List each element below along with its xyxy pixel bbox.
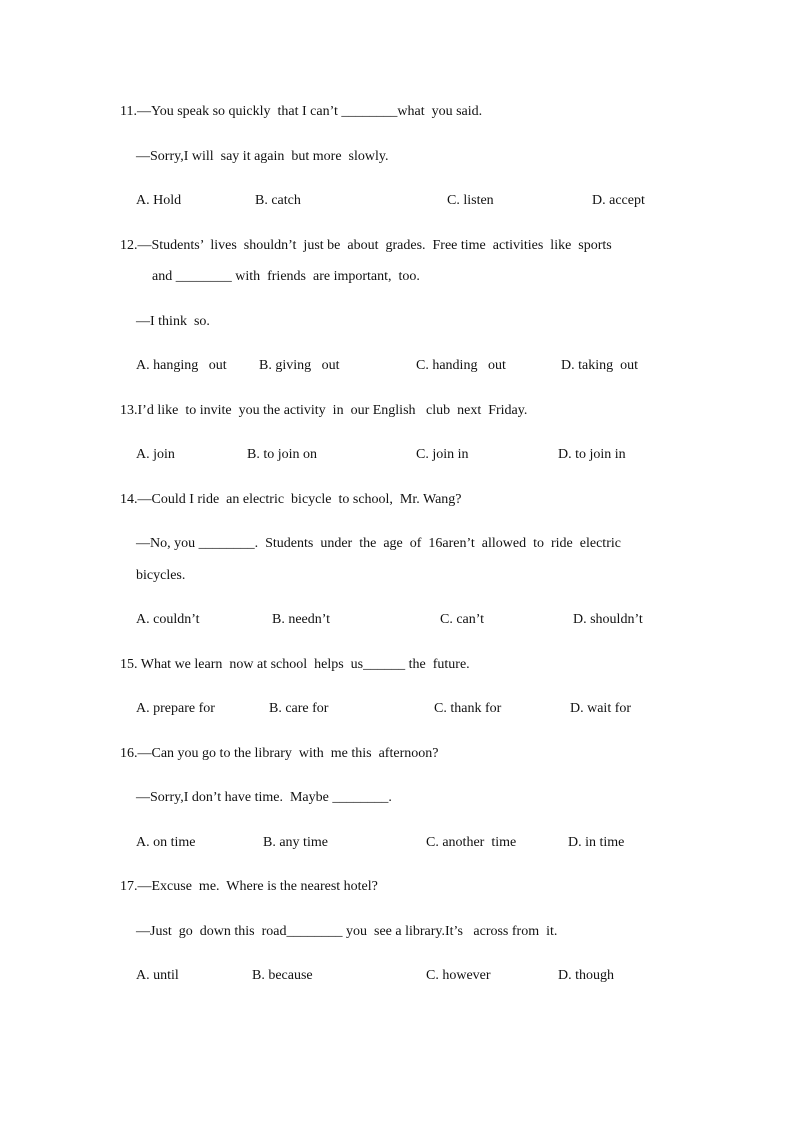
option-d: D. to join in	[558, 447, 626, 462]
option-a: A. hanging out	[136, 358, 227, 373]
option-c: C. another time	[426, 835, 517, 850]
option-a: A. join	[136, 447, 175, 462]
question-stem: 17.—Excuse me. Where is the nearest hotel?	[120, 879, 378, 894]
question-stem: 14.—Could I ride an electric bicycle to school, Mr. Wang?	[120, 492, 462, 507]
question-stem: 13.I’d like to invite you the activity in our English club next Friday.	[120, 403, 528, 418]
option-b: B. needn’t	[272, 612, 331, 627]
question-reply: —I think so.	[136, 314, 210, 329]
question-reply: —Sorry,I don’t have time. Maybe ________.	[136, 790, 392, 805]
option-a: A. until	[136, 968, 179, 983]
question-reply-line-2: bicycles.	[136, 568, 186, 583]
option-a: A. prepare for	[136, 701, 215, 716]
option-c: C. handing out	[416, 358, 506, 373]
question-stem-line-1: 12.—Students’ lives shouldn’t just be about grades. Free time activities like sports	[120, 238, 612, 253]
option-c: C. however	[426, 968, 491, 983]
option-c: C. join in	[416, 447, 469, 462]
option-a: A. on time	[136, 835, 196, 850]
option-b: B. catch	[255, 193, 301, 208]
question-reply-line-1: —No, you ________. Students under the age of 16aren’t allowed to ride electric	[136, 536, 621, 551]
option-d: D. wait for	[570, 701, 632, 716]
option-c: C. thank for	[434, 701, 502, 716]
option-c: C. can’t	[440, 612, 485, 627]
option-d: D. in time	[568, 835, 625, 850]
option-a: A. Hold	[136, 193, 182, 208]
question-stem: 15. What we learn now at school helps us______ the future.	[120, 657, 470, 672]
option-b: B. because	[252, 968, 313, 983]
option-a: A. couldn’t	[136, 612, 200, 627]
option-c: C. listen	[447, 193, 494, 208]
option-d: D. accept	[592, 193, 645, 208]
option-d: D. taking out	[561, 358, 638, 373]
question-stem: 16.—Can you go to the library with me this afternoon?	[120, 746, 439, 761]
question-stem: 11.—You speak so quickly that I can’t ________what you said.	[120, 104, 483, 119]
option-d: D. though	[558, 968, 614, 983]
option-b: B. to join on	[247, 447, 318, 462]
option-d: D. shouldn’t	[573, 612, 643, 627]
option-b: B. care for	[269, 701, 329, 716]
option-b: B. any time	[263, 835, 328, 850]
question-reply: —Just go down this road________ you see a library.It’s across from it.	[136, 924, 558, 939]
option-b: B. giving out	[259, 358, 340, 373]
question-stem-line-2: and ________ with friends are important, too.	[152, 269, 420, 284]
question-reply: —Sorry,I will say it again but more slowly.	[136, 149, 389, 164]
